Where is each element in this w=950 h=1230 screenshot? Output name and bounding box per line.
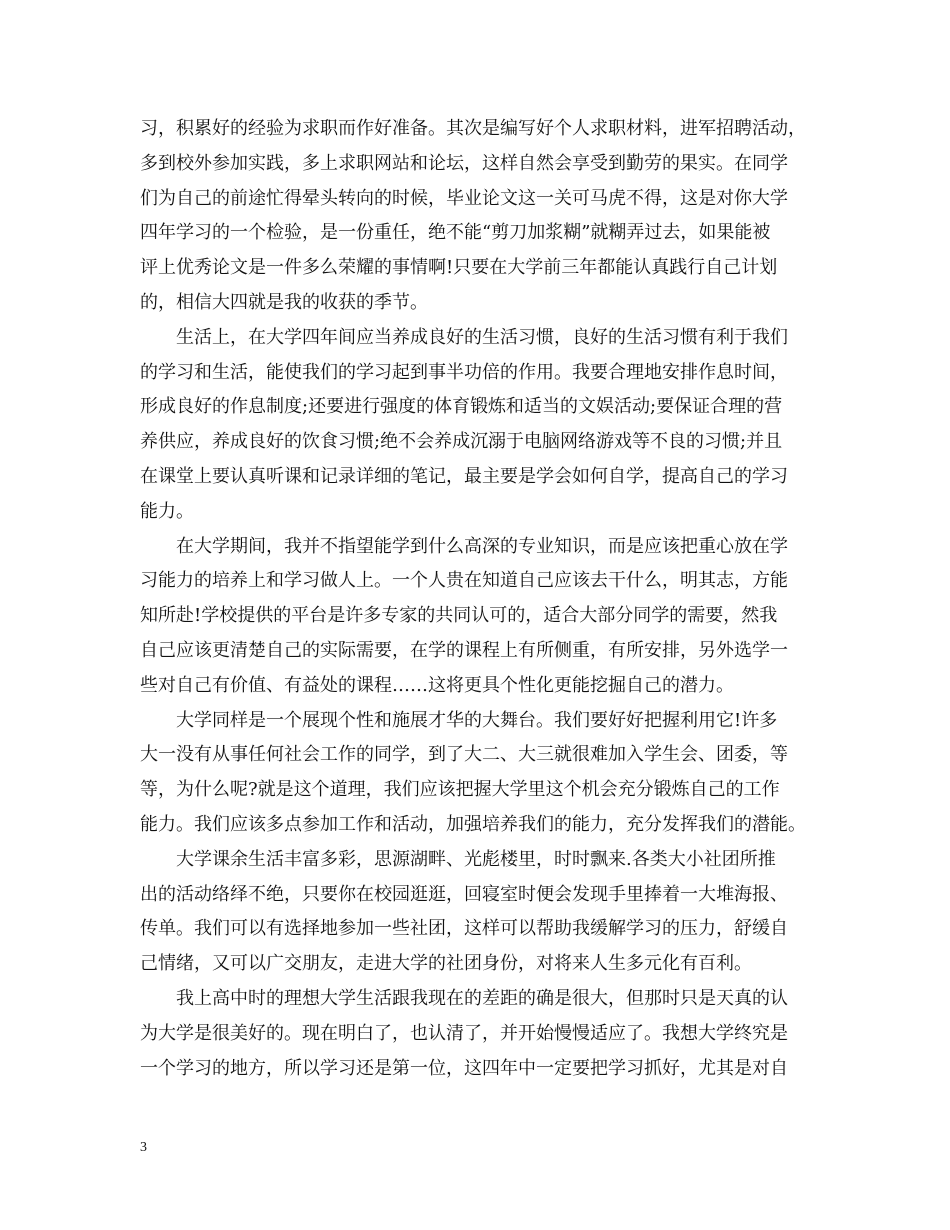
text-line: 出的活动络绎不绝，只要你在校园逛逛，回寝室时便会发现手里捧着一大堆海报、 xyxy=(140,883,788,905)
text-line: 在课堂上要认真听课和记录详细的笔记，最主要是学会如何自学，提高自己的学习 xyxy=(140,465,788,487)
text-line: 能力。 xyxy=(140,500,194,522)
text-line: 大一没有从事任何社会工作的同学，到了大二、大三就很难加入学生会、团委，等 xyxy=(140,744,788,766)
text-line: 等，为什么呢?就是这个道理，我们应该把握大学里这个机会充分锻炼自己的工作 xyxy=(140,779,780,801)
text-line: 传单。我们可以有选择地参加一些社团，这样可以帮助我缓解学习的压力，舒缓自 xyxy=(140,918,788,940)
page-number: 3 xyxy=(140,1140,147,1155)
text-line: 多到校外参加实践，多上求职网站和论坛，这样自然会享受到勤劳的果实。在同学 xyxy=(140,152,788,174)
paragraph-first-line: 生活上，在大学四年间应当养成良好的生活习惯，良好的生活习惯有利于我们 xyxy=(176,326,788,348)
text-line: 形成良好的作息制度;还要进行强度的体育锻炼和适当的文娱活动;要保证合理的营 xyxy=(140,396,783,418)
text-line: 习能力的培养上和学习做人上。一个人贵在知道自己应该去干什么，明其志，方能 xyxy=(140,570,788,592)
text-line: 些对自己有价值、有益处的课程……这将更具个性化更能挖掘自己的潜力。 xyxy=(140,674,734,696)
text-line: 的，相信大四就是我的收获的季节。 xyxy=(140,291,428,313)
text-line: 能力。我们应该多点参加工作和活动，加强培养我们的能力，充分发挥我们的潜能。 xyxy=(140,813,806,835)
text-line: 一个学习的地方，所以学习还是第一位，这四年中一定要把学习抓好，尤其是对自 xyxy=(140,1057,788,1079)
text-line: 养供应，养成良好的饮食习惯;绝不会养成沉溺于电脑网络游戏等不良的习惯;并且 xyxy=(140,431,783,453)
text-line: 自己应该更清楚自己的实际需要，在学的课程上有所侧重，有所安排，另外选学一 xyxy=(140,639,788,661)
text-line: 为大学是很美好的。现在明白了，也认清了，并开始慢慢适应了。我想大学终究是 xyxy=(140,1022,788,1044)
text-line: 们为自己的前途忙得晕头转向的时候，毕业论文这一关可马虎不得，这是对你大学 xyxy=(140,187,788,209)
paragraph-first-line: 在大学期间，我并不指望能学到什么高深的专业知识，而是应该把重心放在学 xyxy=(176,535,788,557)
text-line: 的学习和生活，能使我们的学习起到事半功倍的作用。我要合理地安排作息时间， xyxy=(140,361,788,383)
text-line: 己情绪，又可以广交朋友，走进大学的社团身份，对将来人生多元化有百利。 xyxy=(140,953,752,975)
text-line: 评上优秀论文是一件多么荣耀的事情啊!只要在大学前三年都能认真践行自己计划 xyxy=(140,257,778,279)
paragraph-first-line: 大学课余生活丰富多彩，思源湖畔、光彪楼里，时时飘来.各类大小社团所推 xyxy=(176,848,776,870)
text-line: 习，积累好的经验为求职而作好准备。其次是编写好个人求职材料，进军招聘活动， xyxy=(140,118,806,139)
body-text xyxy=(140,112,840,1086)
text-line: 知所赴!学校提供的平台是许多专家的共同认可的，适合大部分同学的需要，然我 xyxy=(140,605,778,627)
text-line: 四年学习的一个检验，是一份重任，绝不能“剪刀加浆糊”就糊弄过去，如果能被 xyxy=(140,222,771,244)
paragraph-first-line: 我上高中时的理想大学生活跟我现在的差距的确是很大，但那时只是天真的认 xyxy=(176,987,788,1009)
paragraph-first-line: 大学同样是一个展现个性和施展才华的大舞台。我们要好好把握利用它!许多 xyxy=(176,709,778,731)
